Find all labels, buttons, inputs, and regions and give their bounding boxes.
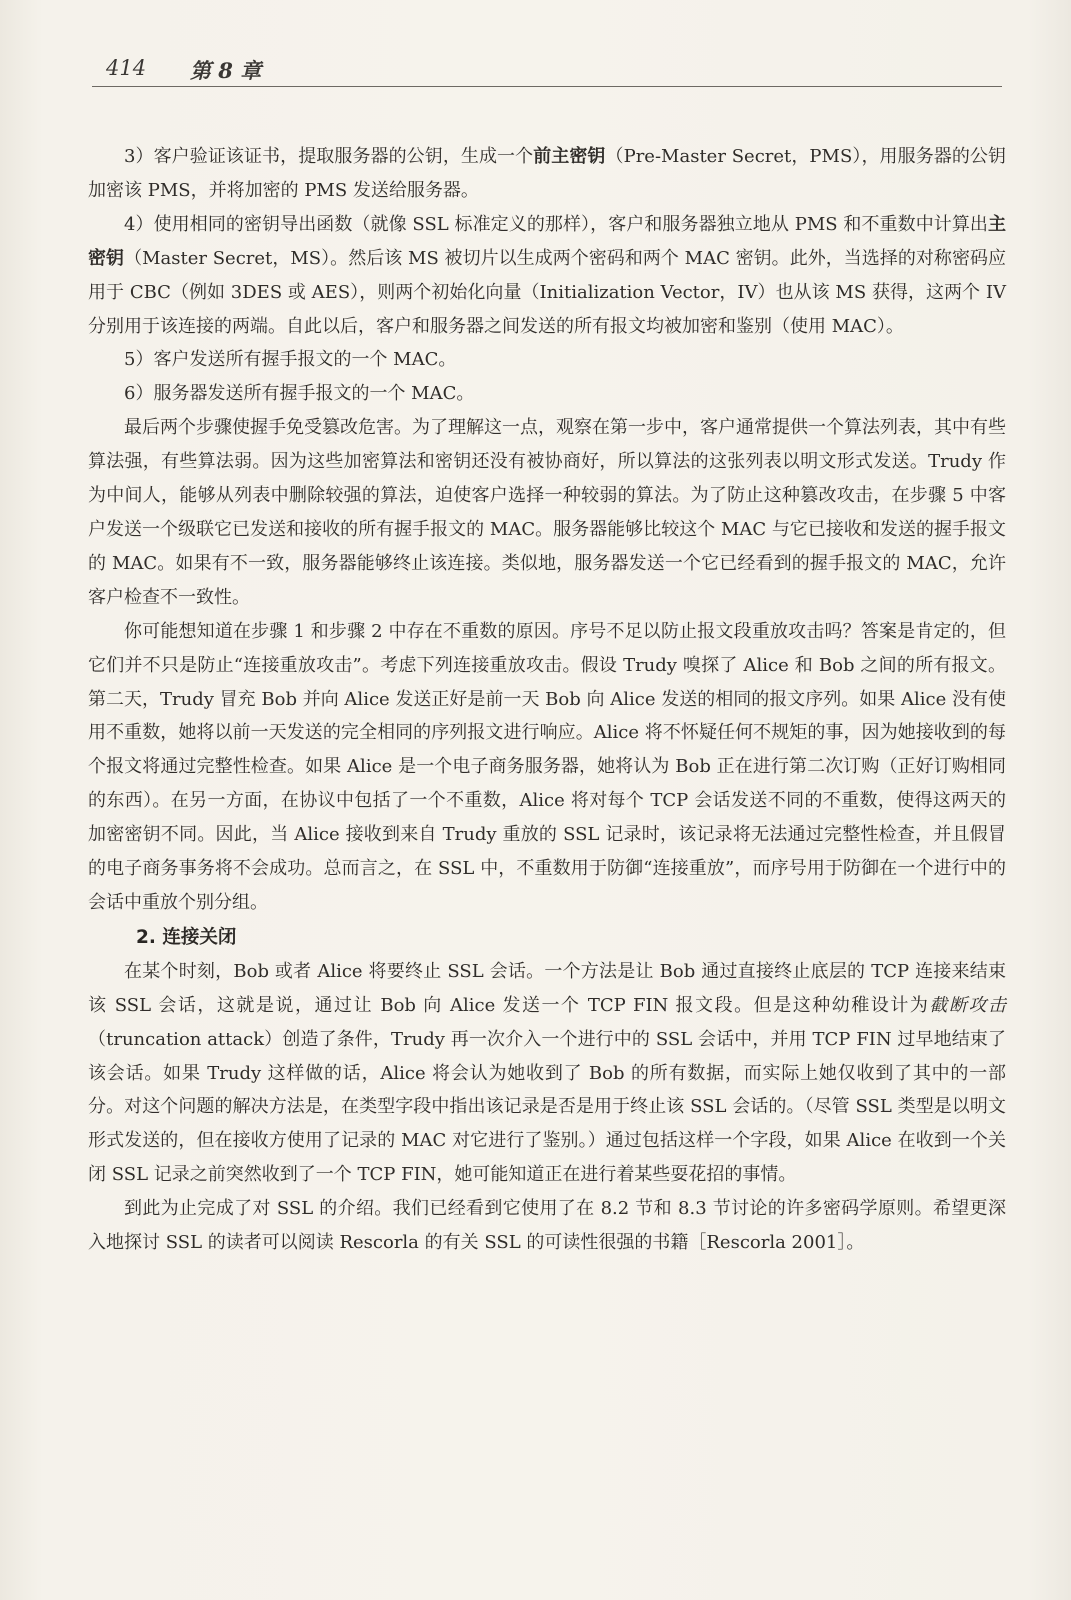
paragraph-conclusion: 到此为止完成了对 SSL 的介绍。我们已经看到它使用了在 8.2 节和 8.3 节讨论的许多密码学原则。希望更深入地探讨 SSL 的读者可以阅读 Rescorla 的有关 SSL 的可读性很强的书籍［Rescorla 2001］。 [88, 1198, 1006, 1254]
paragraph-step-3-text: 3）客户验证该证书，提取服务器的公钥，生成一个 [124, 146, 534, 167]
paragraph-step-3 [88, 140, 1006, 208]
section-heading-connection-closure: 2. 连接关闭 [136, 926, 237, 948]
page-number: 414 [106, 56, 147, 80]
running-header [92, 52, 1002, 90]
term-pre-master-secret: 前主密钥 [533, 146, 606, 167]
paragraph-closure-text-cont: （truncation attack）创造了条件，Trudy 再一次介入一个进行中的 SSL 会话中，并用 TCP FIN 过早地结束了该会话。如果 Trudy 这样做的话，Alice 将会认为她收到了 Bob 的所有数据，而实际上她仅收到了其中的一部分。对这个问题的解决方法是，在类型字段中指出该记录是否是用于终止该 SSL 会话的。（尽管 SSL 类型是以明文形式发送的，但在接收方使用了记录的 MAC 对它进行了鉴别。）通过包括这样一个字段，如果 Alice 在收到一个关闭 SSL 记录之前突然收到了一个 TCP FIN，她可能知道正在进行着某些耍花招的事情。 [88, 1028, 1006, 1186]
term-truncation-attack: 截断攻击 [929, 994, 1007, 1016]
paragraph-nonce-explanation: 你可能想知道在步骤 1 和步骤 2 中存在不重数的原因。序号不足以防止报文段重放攻击吗？答案是肯定的，但它们并不只是防止“连接重放攻击”。考虑下列连接重放攻击。假设 Trudy 嗅探了 Alice 和 Bob 之间的所有报文。第二天，Trudy 冒充 Bob 并向 Alice 发送正好是前一天 Bob 向 Alice 发送的相同的报文序列。如果 Alice 没有使用不重数，她将以前一天发送的完全相同的序列报文进行响应。Alice 将不怀疑任何不规矩的事，因为她接收到的每个报文将通过完整性检查。如果 Alice 是一个电子商务服务器，她将认为 Bob 正在进行第二次订购（正好订购相同的东西）。在另一方面，在协议中包括了一个不重数，Alice 将对每个 TCP 会话发送不同的不重数，使得这两天的加密密钥不同。因此，当 Alice 接收到来自 Trudy 重放的 SSL 记录时，该记录将无法通过完整性检查，并且假冒的电子商务事务将不会成功。总而言之，在 SSL 中，不重数用于防御“连接重放”，而序号用于防御在一个进行中的会话中重放个别分组。 [88, 620, 1006, 913]
term-master-secret: 主密钥 [88, 213, 1006, 269]
paragraph-step-4-text: 4）使用相同的密钥导出函数（就像 SSL 标准定义的那样），客户和服务器独立地从 PMS 和不重数中计算出 [124, 213, 988, 235]
paragraph-tamper-protection: 最后两个步骤使握手免受篡改危害。为了理解这一点，观察在第一步中，客户通常提供一个算法列表，其中有些算法强，有些算法弱。因为这些加密算法和密钥还没有被协商好，所以算法的这张列表以明文形式发送。Trudy 作为中间人，能够从列表中删除较强的算法，迫使客户选择一种较弱的算法。为了防止这种篡改攻击，在步骤 5 中客户发送一个级联它已发送和接收的所有握手报文的 MAC。服务器能够比较这个 MAC 与它已接收和发送的握手报文的 MAC。如果有不一致，服务器能够终止该连接。类似地，服务器发送一个它已经看到的握手报文的 MAC，允许客户检查不一致性。 [88, 417, 1006, 608]
chapter-label: 第 8 章 [190, 58, 262, 83]
paragraph-step-5: 5）客户发送所有握手报文的一个 MAC。 [124, 349, 457, 371]
paragraph-step-6: 6）服务器发送所有握手报文的一个 MAC。 [124, 383, 475, 405]
paragraph-connection-closure [88, 955, 1006, 1192]
paragraph-step-4 [88, 208, 1006, 344]
paragraph-step-3-text-cont: （Pre-Master Secret，PMS），用服务器的公钥加密该 PMS，并将加密的 PMS 发送给服务器。 [88, 146, 1006, 201]
page-body [88, 140, 1006, 1260]
header-rule [92, 86, 1002, 87]
paragraph-step-4-text-cont: （Master Secret，MS）。然后该 MS 被切片以生成两个密码和两个 MAC 密钥。此外，当选择的对称密码应用于 CBC（例如 3DES 或 AES），则两个初始化向量（Initialization Vector，IV）也从该 MS 获得，这两个 IV 分别用于该连接的两端。自此以后，客户和服务器之间发送的所有报文均被加密和鉴别（使用 MAC）。 [88, 247, 1006, 337]
paragraph-closure-text: 在某个时刻，Bob 或者 Alice 将要终止 SSL 会话。一个方法是让 Bob 通过直接终止底层的 TCP 连接来结束该 SSL 会话，这就是说，通过让 Bob 向 Alice 发送一个 TCP FIN 报文段。但是这种幼稚设计为 [88, 960, 1006, 1016]
